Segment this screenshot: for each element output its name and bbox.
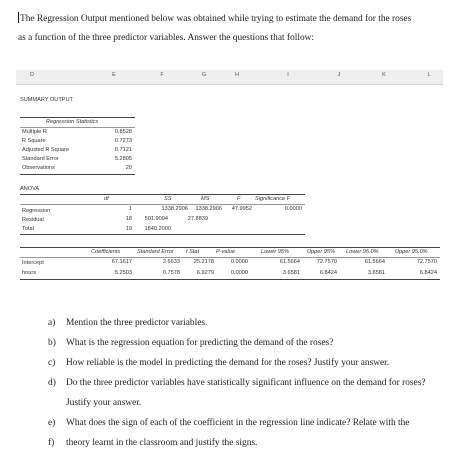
anova-f: 47.9952 [231,206,252,212]
table-rule [20,204,305,205]
anova-row-label: Residual [22,217,44,223]
stat-value: 5.2805 [114,156,132,162]
anova-header: SS [164,196,172,202]
question-item [48,338,453,348]
question-text: How reliable is the model in predicting the demand for the roses? Justify your answer. [66,358,390,368]
coef-value: 67.1617 [111,259,132,265]
anova-ms: 27.8839 [187,216,208,222]
question-label: e) [48,418,56,428]
coef-header: t Stat [186,249,200,255]
coef-lower95: 61.5664 [279,259,300,265]
question-item [48,438,453,448]
anova-df: 19 [125,226,132,232]
coef-header: Coefficients [91,249,121,255]
coef-header: Upper 95.0% [395,249,428,255]
anova-header: df [104,196,109,202]
coef-t: 25.2178 [193,259,214,265]
question-item [48,358,453,368]
coef-upper95: 6.8424 [319,270,337,276]
table-rule [20,257,440,258]
question-item [48,398,453,408]
question-text: Do the three predictor variables have statistically significant influence on the demand for roses? [66,378,426,388]
column-header: K [382,72,386,78]
table-rule [20,194,305,195]
coef-header: Lower 95% [261,249,289,255]
table-rule [20,174,135,175]
column-header: E [112,72,116,78]
table-rule [20,247,440,248]
stat-value: 0.7121 [114,147,132,153]
anova-ss: 501.9094 [144,216,168,222]
stat-label: Adjusted R Square [22,147,69,153]
regression-statistics-title: Regression Statistics [46,119,99,125]
intro-paragraph [18,10,448,48]
coef-header: Standard Error [137,249,174,255]
question-item [48,418,453,428]
coef-upper95: 72.7570 [316,259,337,265]
anova-df: 1 [128,206,132,212]
question-text: theory learnt in the classroom and justify the signs. [66,438,258,448]
coef-lower95: 3.6581 [282,270,300,276]
anova-header: Significance F [255,196,291,202]
table-rule [20,117,135,118]
anova-ss: 1840.2000 [144,226,171,232]
coef-row-label: hours [22,270,36,276]
question-item [48,318,453,328]
stat-value: 0.7273 [114,138,132,144]
table-rule [20,234,305,235]
intro-line-2: as a function of the three predictor variables. Answer the questions that follow: [18,33,315,43]
question-label: d) [48,378,56,388]
anova-title: ANOVA [20,186,40,192]
column-header: L [427,72,431,78]
coef-header: P-value [216,249,235,255]
question-text: Justify your answer. [66,398,142,408]
column-header: H [235,72,239,78]
coef-t: 6.9279 [196,270,214,276]
regression-output-screenshot [16,70,443,302]
column-header: J [337,72,341,78]
coef-lower950: 61.5664 [364,259,385,265]
anova-ss: 1338.2906 [161,206,188,212]
coef-header: Lower 95.0% [346,249,379,255]
question-text: What is the regression equation for predicting the demand of the roses? [66,338,334,348]
column-header: F [160,72,164,78]
question-label: b) [48,338,56,348]
anova-row-label: Regression [22,208,51,214]
coef-header: Upper 95% [307,249,335,255]
coef-row-label: Intercept [22,260,44,266]
question-label: a) [48,318,56,328]
anova-df: 18 [125,216,132,222]
stat-label: R Square [22,138,46,144]
stat-label: Observations [22,165,55,171]
intro-line-1: The Regression Output mentioned below was obtained while trying to estimate the demand for the roses [20,14,412,24]
anova-ms: 1338.2906 [195,206,222,212]
table-rule [20,127,135,128]
column-header: G [201,72,207,78]
summary-output-title: SUMMARY OUTPUT [20,97,73,103]
column-header: D [30,72,34,78]
question-text: What does the sign of each of the coefficient in the regression line indicate? Relate with the [66,418,410,428]
stat-value: 0.8528 [114,129,132,135]
column-header: I [287,72,289,78]
table-rule [20,279,440,280]
coef-upper950: 6.8424 [419,270,437,276]
question-text: Mention the three predictor variables. [66,318,208,328]
anova-header: F [237,196,241,202]
question-label: f) [48,438,55,448]
coef-se: 0.7578 [162,270,180,276]
coef-lower950: 3.6581 [367,270,385,276]
text-cursor [18,12,19,23]
coef-p: 0.0000 [230,259,248,265]
coef-se: 2.6633 [162,259,180,265]
spreadsheet-column-headers [16,70,443,85]
coef-value: 5.2503 [114,270,132,276]
anova-header: MS [201,196,210,202]
coef-upper950: 72.7570 [416,259,437,265]
question-label: c) [48,358,56,368]
anova-sig: 0.0000 [284,206,302,212]
stat-label: Multiple R [22,129,47,135]
stat-label: Standard Error [22,156,59,162]
anova-row-label: Total [22,226,34,232]
coef-p: 0.0000 [230,270,248,276]
question-item [48,378,453,388]
stat-value: 20 [125,165,132,171]
